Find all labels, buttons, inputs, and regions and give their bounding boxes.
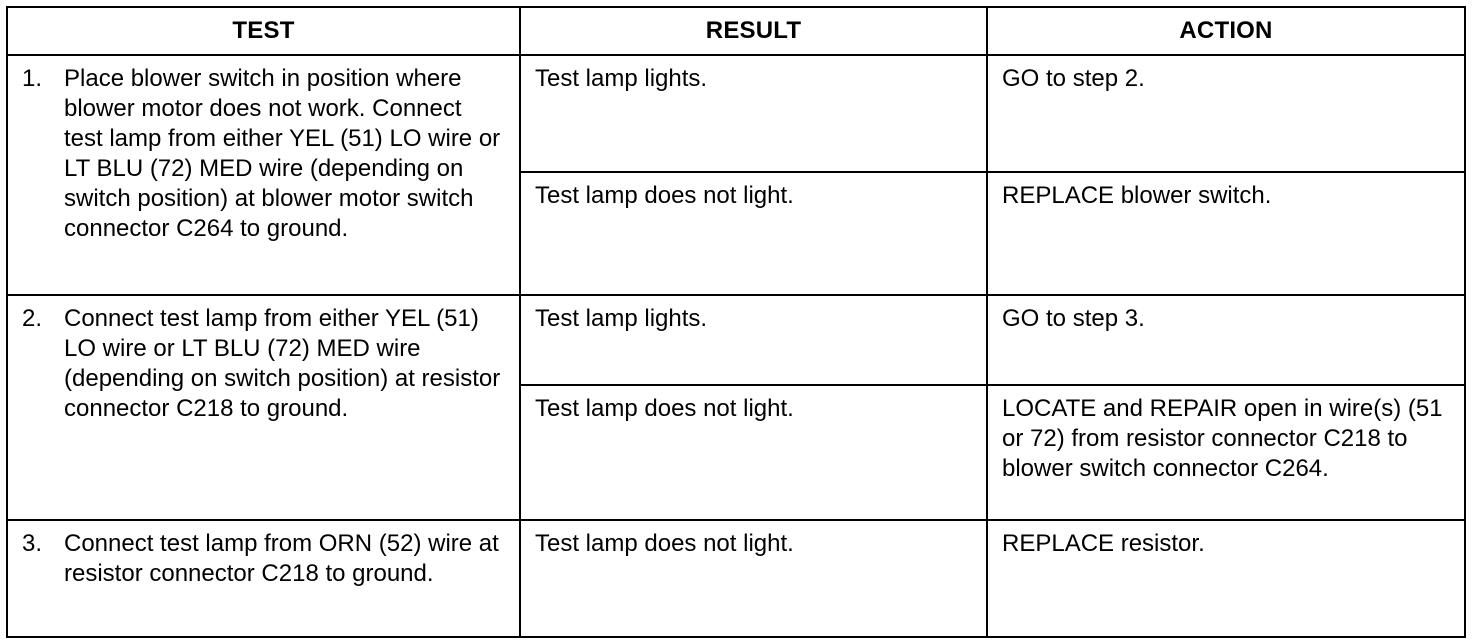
result-cell: Test lamp lights. [520, 55, 987, 172]
header-result: RESULT [520, 7, 987, 55]
diagnostic-procedure-table [6, 6, 1466, 638]
table-header-row [7, 7, 1465, 55]
result-cell: Test lamp does not light. [520, 520, 987, 637]
test-description: Connect test lamp from ORN (52) wire at resistor connector C218 to ground. [64, 530, 499, 588]
header-test: TEST [7, 7, 520, 55]
table-row [7, 55, 1465, 172]
action-cell: GO to step 2. [987, 55, 1465, 172]
action-cell: REPLACE resistor. [987, 520, 1465, 637]
step-number: 2. [22, 304, 43, 332]
result-cell: Test lamp does not light. [520, 385, 987, 520]
action-cell: LOCATE and REPAIR open in wire(s) (51 or 72) from resistor connector C218 to blower switch connector C264. [987, 385, 1465, 520]
step-number: 1. [22, 65, 43, 92]
test-cell-step-1 [7, 55, 520, 295]
result-cell: Test lamp does not light. [520, 172, 987, 295]
test-cell-step-2 [7, 295, 520, 521]
table-row [7, 520, 1465, 637]
test-cell-step-3 [7, 520, 520, 637]
header-action: ACTION [987, 7, 1465, 55]
test-description: Connect test lamp from either YEL (51) LO wire or LT BLU (72) MED wire (depending on switch position) at resistor connector C218 to ground. [64, 304, 501, 422]
table-row [7, 295, 1465, 386]
step-number: 3. [22, 530, 43, 558]
action-cell: REPLACE blower switch. [987, 172, 1465, 295]
action-cell: GO to step 3. [987, 295, 1465, 386]
test-description: Place blower switch in position where blower motor does not work. Connect test lamp from either YEL (51) LO wire or LT BLU (72) MED wire (depending on switch position) at blower motor switch connector C264 to ground. [64, 65, 501, 242]
result-cell: Test lamp lights. [520, 295, 987, 386]
